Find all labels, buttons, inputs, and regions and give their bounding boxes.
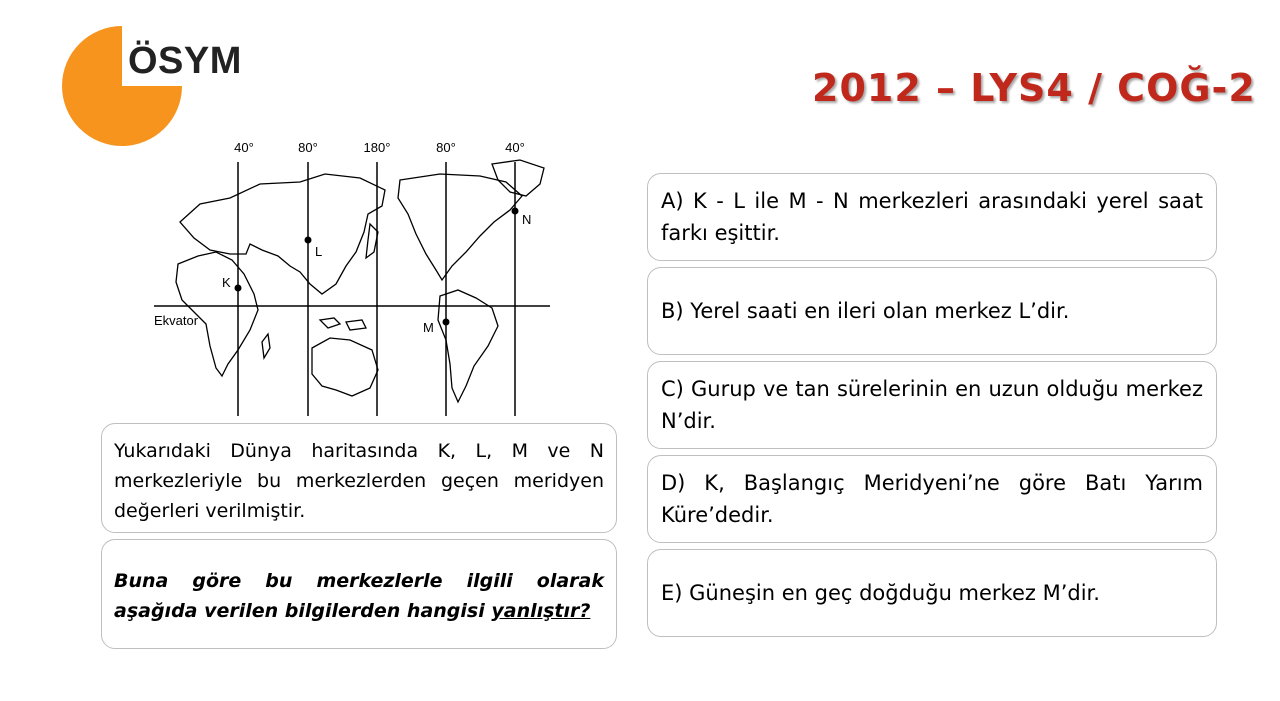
option-c-text: C) Gurup ve tan sürelerinin en uzun olduğu merkez N’dir.: [661, 377, 1203, 433]
option-e[interactable]: [647, 549, 1217, 637]
option-a[interactable]: [647, 173, 1217, 261]
point-n: [512, 208, 519, 215]
option-d-text: D) K, Başlangıç Meridyeni’ne göre Batı Yarım Küre’dedir.: [661, 471, 1203, 527]
question-stem-box: [101, 423, 617, 533]
question-prompt-underlined: yanlıştır?: [491, 600, 591, 622]
meridian-label-180: 180°: [363, 140, 391, 155]
option-b-text: B) Yerel saati en ileri olan merkez L’dir.: [661, 299, 1070, 323]
continent-outlines: [176, 160, 544, 402]
question-stem: Yukarıdaki Dünya haritasında K, L, M ve N merkezleriyle bu merkezlerden geçen meridyen değerleri verilmiştir.: [114, 440, 604, 522]
point-m: [443, 319, 450, 326]
world-map: [150, 134, 554, 418]
osym-logo-text: ÖSYM: [128, 40, 242, 82]
question-prompt-box: [101, 539, 617, 649]
option-a-text: A) K - L ile M - N merkezleri arasındaki yerel saat farkı eşittir.: [661, 189, 1203, 245]
question-prompt: Buna göre bu merkezlerle ilgili olarak aşağıda verilen bilgilerden hangisi: [114, 570, 604, 622]
meridian-label-40w-2: 40°: [505, 140, 525, 155]
slide-title: 2012 – LYS4 / COĞ-2: [812, 66, 1256, 110]
point-n-label: N: [522, 212, 532, 227]
option-d[interactable]: [647, 455, 1217, 543]
option-e-text: E) Güneşin en geç doğduğu merkez M’dir.: [661, 581, 1100, 605]
option-c[interactable]: [647, 361, 1217, 449]
meridian-label-80w: 80°: [436, 140, 456, 155]
point-l-label: L: [315, 244, 323, 259]
equator-label: Ekvator: [154, 313, 199, 328]
point-k-label: K: [222, 275, 231, 290]
point-m-label: M: [423, 320, 434, 335]
meridian-label-80e: 80°: [298, 140, 318, 155]
world-map-figure: [150, 134, 554, 418]
option-b[interactable]: [647, 267, 1217, 355]
point-l: [305, 237, 312, 244]
point-k: [235, 285, 242, 292]
meridian-label-40w: 40°: [234, 140, 254, 155]
